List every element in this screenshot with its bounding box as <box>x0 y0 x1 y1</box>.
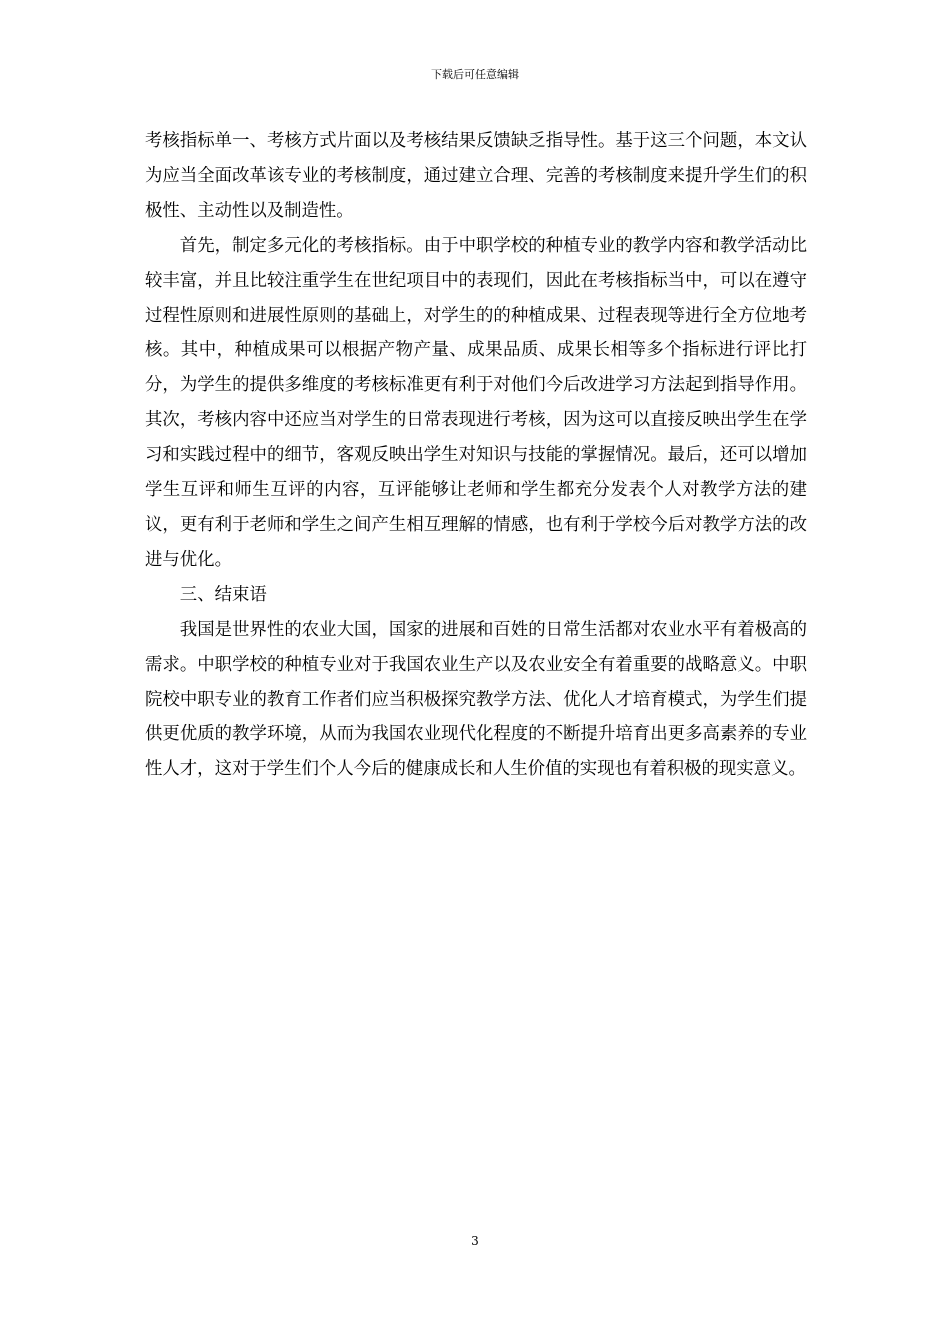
paragraph-assessment-indicators: 首先，制定多元化的考核指标。由于中职学校的种植专业的教学内容和教学活动比较丰富，并且比较注重学生在世纪项目中的表现们，因此在考核指标当中，可以在遵守过程性原则和进展性原则的基础上，对学生的的种植成果、过程表现等进行全方位地考核。其中，种植成果可以根据产物产量、成果品质、成果长相等多个指标进行评比打分，为学生的提供多维度的考核标准更有利于对他们今后改进学习方法起到指导作用。其次，考核内容中还应当对学生的日常表现进行考核，因为这可以直接反映出学生在学习和实践过程中的细节，客观反映出学生对知识与技能的掌握情况。最后，还可以增加学生互评和师生互评的内容，互评能够让老师和学生都充分发表个人对教学方法的建议，更有利于老师和学生之间产生相互理解的情感，也有利于学校今后对教学方法的改进与优化。 <box>145 235 807 570</box>
section-heading-conclusion: 三、结束语 <box>179 584 267 605</box>
page-number: 3 <box>471 1234 479 1248</box>
paragraph-continuation: 考核指标单一、考核方式片面以及考核结果反馈缺乏指导性。基于这三个问题，本文认为应当全面改革该专业的考核制度，通过建立合理、完善的考核制度来提升学生们的积极性、主动性以及制造性。 <box>145 131 807 221</box>
paragraph-conclusion: 我国是世界性的农业大国，国家的进展和百姓的日常生活都对农业水平有着极高的需求。中职学校的种植专业对于我国农业生产以及农业安全有着重要的战略意义。中职院校中职专业的教育工作者们应当积极探究教学方法、优化人才培育模式，为学生们提供更优质的教学环境，从而为我国农业现代化程度的不断提升培育出更多高素养的专业性人才，这对于学生们个人今后的健康成长和人生价值的实现也有着积极的现实意义。 <box>145 619 807 780</box>
document-body <box>145 124 807 787</box>
page-header: 下载后可任意编辑 <box>431 68 519 81</box>
